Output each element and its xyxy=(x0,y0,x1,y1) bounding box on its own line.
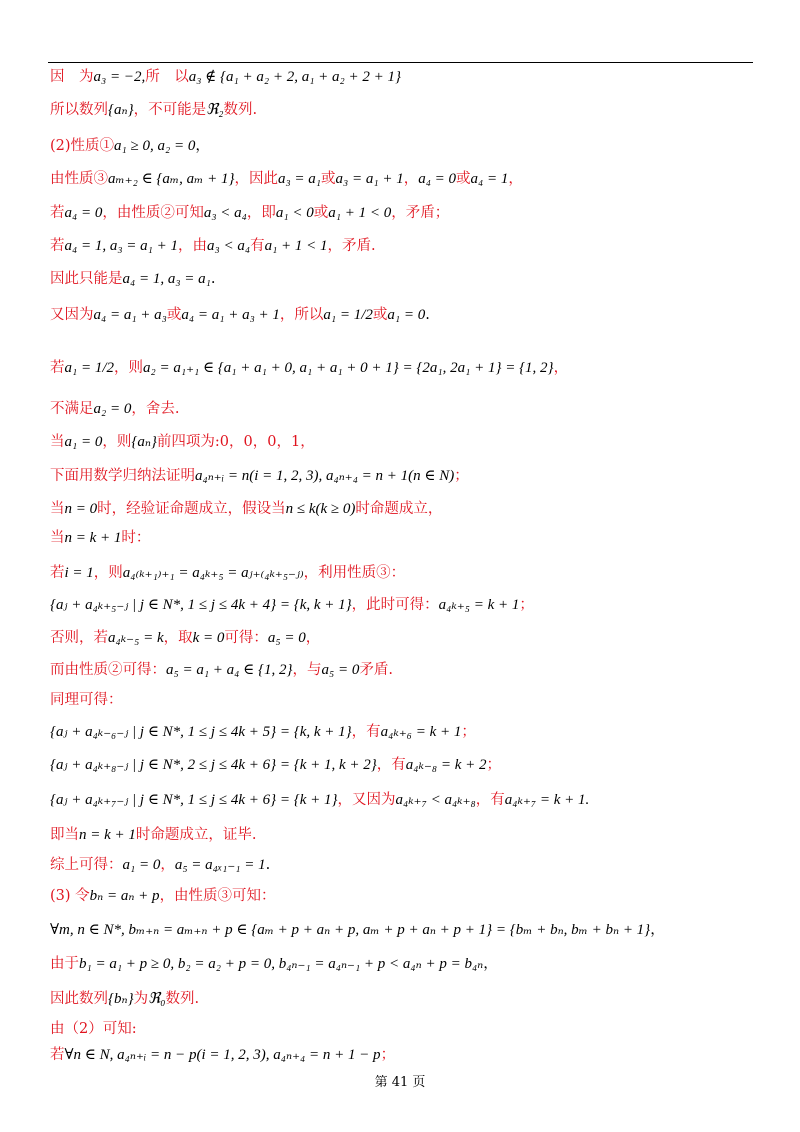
math-expression: a₃ = −2, xyxy=(93,69,146,85)
math-expression: ∀m, n ∈ N*, bₘ₊ₙ = aₘ₊ₙ + p ∈ {aₘ + p + aₙ + p, aₘ + p + aₙ + p + 1} = {bₘ + bₙ, bₘ + bₙ + 1} xyxy=(50,922,651,938)
text-segment: 而由性质②可得： xyxy=(50,662,166,678)
text-segment: 下面用数学归纳法证明 xyxy=(50,468,195,484)
text-segment: 时命题成立， xyxy=(355,501,443,517)
math-expression: a₄ₖ₊₇ = k + 1. xyxy=(504,792,590,808)
text-segment: 为 xyxy=(133,991,149,1007)
text-segment: 矛盾. xyxy=(359,662,393,678)
text-segment: ，此时可得： xyxy=(351,597,439,613)
math-expression: a₂ = 0 xyxy=(93,401,132,417)
text-segment: ； xyxy=(380,1047,396,1063)
math-expression: a₂ = a₁₊₁ ∈ {a₁ + a₁ + 0, a₁ + a₁ + 0 + 1} = {2a₁, 2a₁ + 1} = {1, 2} xyxy=(143,360,554,376)
math-expression: a₄₍ₖ₊₁₎₊₁ = a₄ₖ₊₅ = aⱼ₊₍₄ₖ₊₅₋ⱼ₎ xyxy=(122,565,304,581)
text-line xyxy=(50,690,123,710)
math-expression: a₄ = 0 xyxy=(418,171,457,187)
math-expression: a₄ = 1 xyxy=(470,171,509,187)
math-expression: a₁ + 1 < 0 xyxy=(328,205,392,221)
text-line xyxy=(50,432,315,452)
text-segment: 若 xyxy=(50,238,65,254)
text-line xyxy=(50,269,216,289)
text-line xyxy=(50,989,199,1009)
math-expression: n ≤ k(k ≥ 0) xyxy=(285,501,356,517)
text-segment: ； xyxy=(519,597,534,613)
math-expression: ℜ₂ xyxy=(206,102,224,118)
math-expression: k = 0 xyxy=(192,630,225,646)
text-segment: ，舍去. xyxy=(131,401,180,417)
math-expression: a₄ = a₁ + a₃ + 1 xyxy=(181,307,280,323)
text-segment: ，由 xyxy=(178,238,208,254)
text-segment: ，有 xyxy=(351,724,381,740)
text-line xyxy=(50,100,257,120)
text-line xyxy=(50,722,476,742)
text-segment: ，则 xyxy=(102,434,132,450)
text-line xyxy=(50,399,179,419)
text-segment: ， xyxy=(403,171,419,187)
math-expression: a₄ₖ₊₆ = k + 1 xyxy=(380,724,462,740)
text-segment: 又因为 xyxy=(50,307,94,323)
text-line xyxy=(50,920,665,940)
text-segment: ， xyxy=(195,138,210,154)
math-expression: a₄ₙ₊ᵢ = n(i = 1, 2, 3), a₄ₙ₊₄ = n + 1(n ∈ N) xyxy=(195,468,455,484)
text-line xyxy=(50,358,568,378)
text-line xyxy=(50,466,469,486)
math-expression: a₃ = a₁ + 1 xyxy=(335,171,404,187)
text-segment: ，由性质③可知： xyxy=(159,888,276,904)
text-line xyxy=(50,528,150,548)
math-expression: a₃ ∉ {a₁ + a₂ + 2, a₁ + a₂ + 2 + 1} xyxy=(188,69,402,85)
text-segment: 或 xyxy=(313,205,329,221)
text-line xyxy=(50,1019,137,1039)
text-segment: ，不可能是 xyxy=(133,102,207,118)
math-expression: a₁ ≥ 0, a₂ = 0 xyxy=(114,138,196,154)
text-segment: 有 xyxy=(250,238,265,254)
text-segment: 当 xyxy=(50,530,65,546)
text-segment: ，则 xyxy=(93,565,123,581)
text-segment: ， xyxy=(305,630,321,646)
text-segment: ，则 xyxy=(114,360,144,376)
text-segment: 否则，若 xyxy=(50,630,108,646)
math-expression: a₄ₖ₊₅ = k + 1 xyxy=(438,597,520,613)
text-segment: . xyxy=(425,307,430,323)
text-segment: ，所以 xyxy=(279,307,324,323)
text-segment: 数列. xyxy=(165,991,200,1007)
text-segment: ，因此 xyxy=(234,171,278,187)
math-expression: a₃ < a₄ xyxy=(207,238,251,254)
text-line xyxy=(50,136,210,156)
text-segment: 前四项为:0，0，0，1， xyxy=(156,434,315,450)
text-segment: 由（2）可知: xyxy=(50,1021,137,1037)
math-expression: ℜ₀ xyxy=(148,991,166,1007)
text-segment: 或 xyxy=(372,307,388,323)
page-footer: 第 41 页 xyxy=(374,1075,426,1090)
math-expression: aₘ₊₂ ∈ {aₘ, aₘ + 1} xyxy=(108,171,235,187)
text-line xyxy=(50,790,589,810)
text-segment: ； xyxy=(454,468,469,484)
math-expression: a₄ₖ₋₅ = k xyxy=(108,630,164,646)
math-expression: n = k + 1 xyxy=(79,827,136,843)
text-segment: ，利用性质③： xyxy=(303,565,406,581)
text-segment: (2)性质① xyxy=(50,138,115,154)
text-segment: . xyxy=(210,271,216,287)
math-expression: i = 1 xyxy=(64,565,94,581)
text-line xyxy=(50,855,270,875)
text-segment: 若 xyxy=(50,565,65,581)
math-expression: a₁ = 0 xyxy=(387,307,426,323)
text-line xyxy=(50,169,523,189)
text-line xyxy=(50,886,276,906)
math-expression: a₄ = 0 xyxy=(64,205,103,221)
text-line xyxy=(50,755,501,775)
text-segment: ，矛盾. xyxy=(327,238,376,254)
math-expression: a₅ = 0 xyxy=(321,662,360,678)
text-segment: 时，经验证命题成立，假设当 xyxy=(97,501,286,517)
math-expression: {bₙ} xyxy=(108,991,134,1007)
math-expression: {aⱼ + a₄ₖ₋₆₋ⱼ | j ∈ N*, 1 ≤ j ≤ 4k + 5} = {k, k + 1} xyxy=(50,724,352,740)
math-expression: {aⱼ + a₄ₖ₊₇₋ⱼ | j ∈ N*, 1 ≤ j ≤ 4k + 6} = {k + 1} xyxy=(50,792,338,808)
text-segment: 数列. xyxy=(223,102,258,118)
text-segment: 可得： xyxy=(224,630,268,646)
text-segment: ， xyxy=(160,857,175,873)
text-segment: 因 为 xyxy=(50,69,94,85)
text-segment: 同理可得： xyxy=(50,692,123,708)
text-segment: 若 xyxy=(50,205,65,221)
text-segment: ， xyxy=(650,922,665,938)
text-segment: 或 xyxy=(456,171,471,187)
text-line xyxy=(50,203,449,223)
text-segment: 时： xyxy=(121,530,151,546)
header-rule xyxy=(48,62,753,63)
math-expression: a₁ < 0 xyxy=(275,205,314,221)
text-segment: ，有 xyxy=(475,792,505,808)
text-segment: ， xyxy=(508,171,523,187)
text-segment: ，有 xyxy=(376,757,406,773)
math-expression: a₄ = 1, a₃ = a₁ + 1 xyxy=(64,238,179,254)
text-segment: 综上可得： xyxy=(50,857,123,873)
math-expression: n = k + 1 xyxy=(64,530,122,546)
text-line xyxy=(50,954,498,974)
text-line xyxy=(50,660,393,680)
text-segment: ，取 xyxy=(163,630,193,646)
text-line xyxy=(50,236,376,256)
text-segment: 或 xyxy=(321,171,336,187)
math-expression: {aⱼ + a₄ₖ₊₈₋ⱼ | j ∈ N*, 2 ≤ j ≤ 4k + 6} = {k + 1, k + 2} xyxy=(50,757,377,773)
text-segment: 由性质③ xyxy=(50,171,108,187)
text-segment: 不满足 xyxy=(50,401,94,417)
math-expression: a₁ + 1 < 1 xyxy=(264,238,328,254)
text-segment: 当 xyxy=(50,501,65,517)
text-line xyxy=(50,499,442,519)
text-segment: 因此数列 xyxy=(50,991,108,1007)
text-segment: ； xyxy=(461,724,476,740)
math-expression: a₅ = 0 xyxy=(267,630,306,646)
math-expression: a₃ < a₄ xyxy=(203,205,247,221)
text-segment: 所以数列 xyxy=(50,102,108,118)
math-expression: a₄ = 1, a₃ = a₁ xyxy=(122,271,211,287)
text-line xyxy=(50,563,405,583)
text-segment: ， xyxy=(483,956,498,972)
text-segment: ，由性质②可知 xyxy=(102,205,204,221)
text-line xyxy=(50,1045,395,1065)
text-segment: ，与 xyxy=(292,662,322,678)
text-line xyxy=(50,305,430,325)
text-segment: (3) 令 xyxy=(50,888,90,904)
text-segment: 或 xyxy=(166,307,182,323)
text-line xyxy=(50,825,257,845)
text-segment: 若 xyxy=(50,1047,65,1063)
math-expression: a₁ = 0 xyxy=(122,857,161,873)
math-expression: a₁ = 1/2 xyxy=(323,307,373,323)
text-line xyxy=(50,628,320,648)
math-expression: a₁ = 1/2 xyxy=(64,360,115,376)
text-segment: . xyxy=(265,857,271,873)
text-segment: 当 xyxy=(50,434,65,450)
text-segment: 若 xyxy=(50,360,65,376)
math-expression: ∀n ∈ N, a₄ₙ₊ᵢ = n − p(i = 1, 2, 3), a₄ₙ₊₄ = n + 1 − p xyxy=(64,1047,381,1063)
text-segment: ，又因为 xyxy=(337,792,396,808)
text-segment: 时命题成立，证毕. xyxy=(135,827,257,843)
text-segment: ，矛盾； xyxy=(391,205,450,221)
text-segment: 因此只能是 xyxy=(50,271,123,287)
text-segment: 所 以 xyxy=(145,69,189,85)
math-expression: a₃ = a₁ xyxy=(277,171,322,187)
math-expression: n = 0 xyxy=(64,501,98,517)
text-segment: ，即 xyxy=(246,205,276,221)
text-line xyxy=(50,595,534,615)
math-expression: a₅ = a₄ₓ₁₋₁ = 1 xyxy=(174,857,266,873)
math-expression: a₁ = 0 xyxy=(64,434,103,450)
text-segment: 由于 xyxy=(50,956,79,972)
text-segment: 即当 xyxy=(50,827,79,843)
math-expression: b₁ = a₁ + p ≥ 0, b₂ = a₂ + p = 0, b₄ₙ₋₁ = a₄ₙ₋₁ + p < a₄ₙ + p = b₄ₙ xyxy=(79,956,484,972)
math-expression: {aₙ} xyxy=(108,102,134,118)
text-segment: ； xyxy=(486,757,502,773)
math-expression: a₄ₖ₋₈ = k + 2 xyxy=(405,757,487,773)
math-expression: {aₙ} xyxy=(131,434,157,450)
math-expression: {aⱼ + a₄ₖ₊₅₋ⱼ | j ∈ N*, 1 ≤ j ≤ 4k + 4} = {k, k + 1} xyxy=(50,597,352,613)
text-segment: ， xyxy=(553,360,569,376)
math-expression: bₙ = aₙ + p xyxy=(89,888,160,904)
math-expression: a₄ = a₁ + a₃ xyxy=(93,307,167,323)
math-expression: a₄ₖ₊₇ < a₄ₖ₊₈ xyxy=(395,792,476,808)
text-line xyxy=(50,67,401,87)
math-expression: a₅ = a₁ + a₄ ∈ {1, 2} xyxy=(166,662,293,678)
